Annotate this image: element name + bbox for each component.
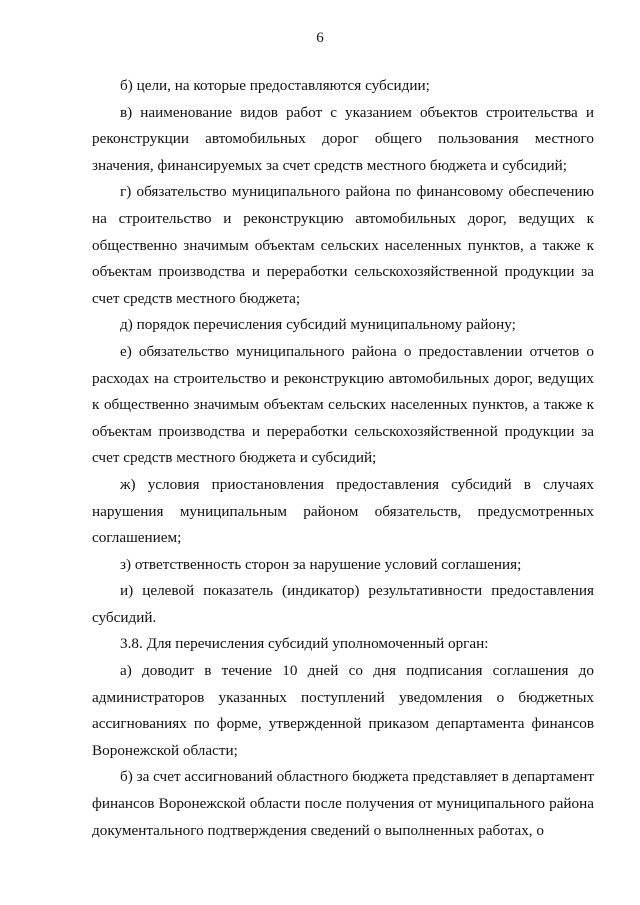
paragraph-line: в) наименование видов работ с указанием объектов строительства и — [120, 103, 594, 121]
paragraph-line: на строительство и реконструкцию автомобильных дорог, ведущих к — [92, 209, 594, 227]
paragraph-line: расходах на строительство и реконструкцию автомобильных дорог, ведущих — [92, 369, 594, 387]
paragraph — [92, 472, 594, 552]
paragraph-line: нарушения муниципальным районом обязательств, предусмотренных — [92, 502, 594, 520]
document-body — [92, 73, 594, 844]
paragraph-line: общественно значимым объектам сельских населенных пунктов, а также к — [92, 236, 594, 254]
paragraph-line: документального подтверждения сведений о выполненных работах, о — [92, 821, 544, 839]
paragraph-line: а) доводит в течение 10 дней со дня подписания соглашения до — [120, 662, 594, 680]
paragraph-line: д) порядок перечисления субсидий муниципальному району; — [120, 316, 516, 334]
paragraph-line: администраторов указанных поступлений уведомления о бюджетных — [92, 688, 594, 706]
paragraph-line: ж) условия приостановления предоставления субсидий в случаях — [120, 475, 594, 493]
paragraph-line: е) обязательство муниципального района о предоставлении отчетов о — [120, 342, 594, 360]
paragraph-line: субсидий. — [92, 608, 157, 626]
paragraph-line: счет средств местного бюджета; — [92, 289, 301, 307]
paragraph-line: г) обязательство муниципального района по финансовому обеспечению — [120, 183, 594, 201]
paragraph — [92, 179, 594, 312]
paragraph — [92, 552, 594, 579]
paragraph-line: б) цели, на которые предоставляются субсидии; — [120, 77, 430, 94]
paragraph-line: финансов Воронежской области после получения от муниципального района — [92, 795, 594, 813]
page-number: 6 — [316, 30, 324, 46]
paragraph — [92, 312, 594, 339]
paragraph — [92, 578, 594, 631]
paragraph-line: 3.8. Для перечисления субсидий уполномоченный орган: — [120, 635, 489, 653]
paragraph-line: Воронежской области; — [92, 741, 238, 759]
paragraph — [92, 339, 594, 472]
paragraph-line: объектам производства и переработки сельскохозяйственной продукции за — [92, 263, 594, 281]
paragraph-line: значения, финансируемых за счет средств местного бюджета и субсидий; — [92, 156, 567, 174]
paragraph — [92, 73, 594, 100]
paragraph — [92, 631, 594, 658]
paragraph-line: реконструкции автомобильных дорог общего пользования местного — [92, 130, 594, 148]
paragraph — [92, 100, 594, 180]
paragraph-line: к общественно значимым объектам сельских населенных пунктов, а также к — [92, 396, 594, 414]
paragraph-line: з) ответственность сторон за нарушение условий соглашения; — [120, 555, 522, 573]
paragraph-line: ассигнованиях по форме, утвержденной приказом департамента финансов — [92, 715, 594, 733]
paragraph-line: б) за счет ассигнований областного бюджета представляет в департамент — [120, 768, 594, 786]
paragraph-line: соглашением; — [92, 529, 182, 547]
paragraph-line: и) целевой показатель (индикатор) результативности предоставления — [120, 582, 594, 600]
paragraph-line: объектам производства и переработки сельскохозяйственной продукции за — [92, 422, 594, 440]
paragraph — [92, 764, 594, 844]
paragraph-line: счет средств местного бюджета и субсидий; — [92, 449, 377, 467]
paragraph — [92, 658, 594, 764]
